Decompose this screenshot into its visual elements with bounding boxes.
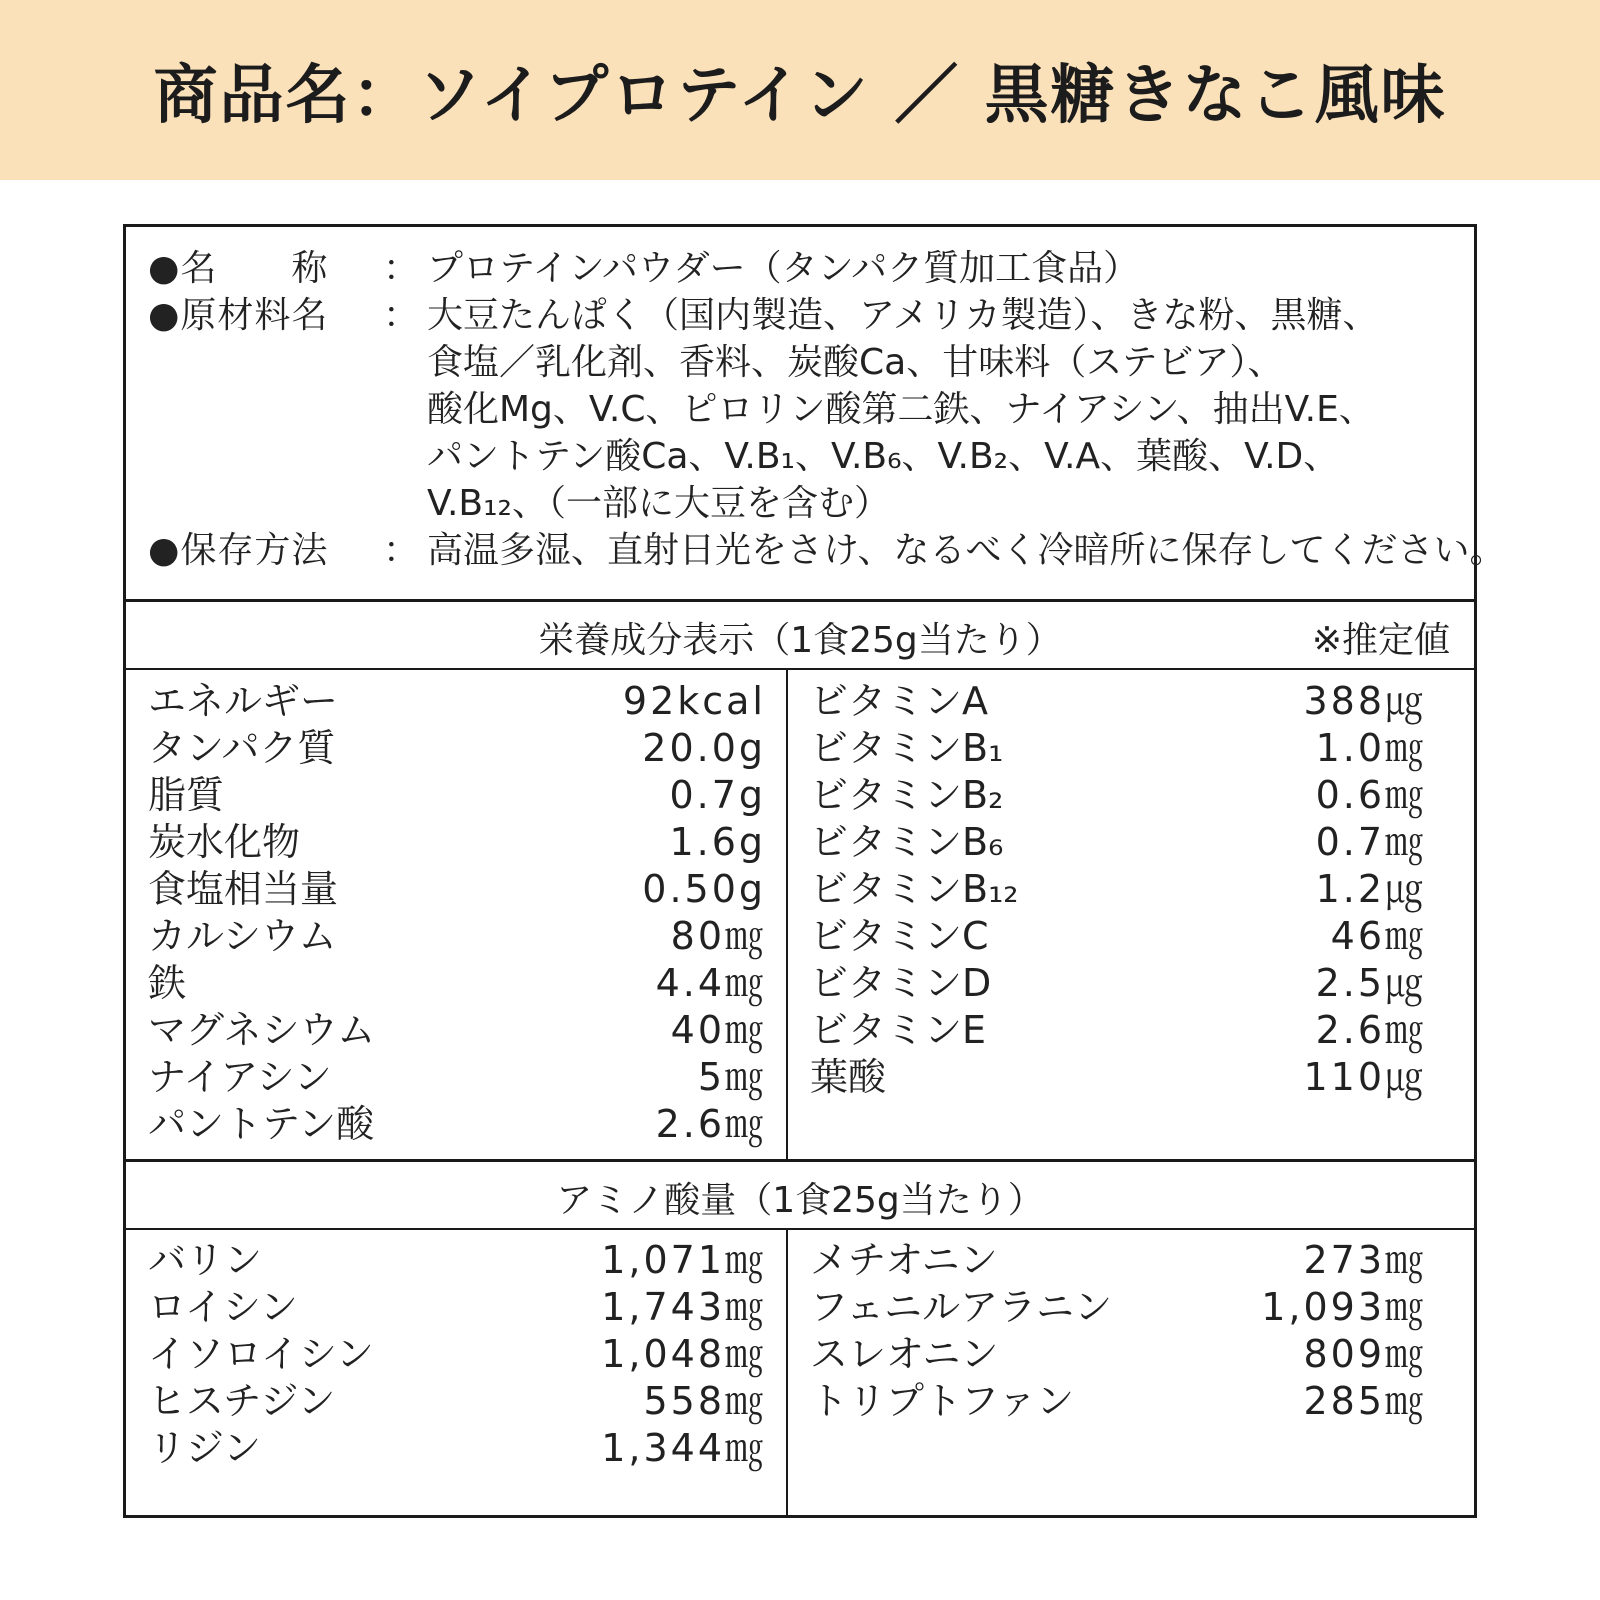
estimate-note: ※推定値 <box>1311 620 1450 661</box>
nutrient-name: リジン <box>148 1426 262 1470</box>
nutrition-row <box>810 913 1426 960</box>
nutrient-amount: 40㎎ <box>670 1008 766 1052</box>
info-line: プロテインパウダー（タンパク質加工食品） <box>427 248 1140 289</box>
nutrient-amount: 2.6㎎ <box>1315 1008 1426 1052</box>
nutrient-name: ナイアシン <box>148 1055 332 1099</box>
nutrient-name: 炭水化物 <box>148 820 301 864</box>
nutrient-amount: 0.7㎎ <box>1315 820 1426 864</box>
nutrient-amount: 1,743㎎ <box>601 1285 766 1329</box>
nutrient-name: カルシウム <box>148 914 337 958</box>
amino-header <box>126 1162 1474 1228</box>
nutrient-amount: 0.6㎎ <box>1315 773 1426 817</box>
amino-row <box>148 1284 766 1331</box>
nutrient-amount: 0.50g <box>642 867 766 911</box>
info-value <box>427 245 1464 292</box>
nutrient-name: 脂質 <box>148 773 225 817</box>
nutrient-name: ビタミンD <box>810 961 992 1005</box>
nutrition-header <box>126 602 1474 668</box>
nutrient-amount: 1.6g <box>669 820 766 864</box>
nutrition-row <box>148 725 766 772</box>
divider <box>126 668 1474 670</box>
nutrition-row <box>810 772 1426 819</box>
nutrition-row <box>148 819 766 866</box>
nutrient-name: 食塩相当量 <box>148 867 339 911</box>
nutrient-amount: 0.7g <box>669 773 766 817</box>
info-colon: ： <box>383 248 420 289</box>
amino-row <box>148 1331 766 1378</box>
column-divider <box>786 1230 788 1515</box>
nutrition-row <box>810 725 1426 772</box>
nutrient-amount: 20.0g <box>642 726 766 770</box>
amino-row <box>148 1378 766 1425</box>
nutrient-amount: 2.5㎍ <box>1315 961 1426 1005</box>
amino-row <box>148 1237 766 1284</box>
info-line: 酸化Mg、V.C、ピロリン酸第二鉄、ナイアシン、抽出V.E、 <box>427 389 1375 430</box>
amino-row <box>810 1237 1426 1284</box>
info-line: 高温多湿、直射日光をさけ、なるべく冷暗所に保存してください。 <box>427 530 1506 571</box>
nutrition-row <box>810 960 1426 1007</box>
nutrient-name: 鉄 <box>148 961 187 1005</box>
amino-title: アミノ酸量（1食25g当たり） <box>556 1180 1044 1221</box>
nutrient-name: メチオニン <box>810 1238 998 1282</box>
info-value <box>427 292 1464 527</box>
nutrient-name: パントテン酸 <box>148 1102 375 1146</box>
nutrition-left-column <box>148 678 766 1148</box>
nutrient-name: ロイシン <box>148 1285 298 1329</box>
info-colon: ： <box>383 295 420 336</box>
nutrient-amount: 809㎎ <box>1303 1332 1426 1376</box>
nutrient-amount: 110㎍ <box>1303 1055 1426 1099</box>
info-line: V.B₁₂、（一部に大豆を含む） <box>427 483 890 524</box>
nutrition-row <box>148 772 766 819</box>
amino-row <box>810 1284 1426 1331</box>
info-value <box>427 527 1506 574</box>
amino-row <box>810 1331 1426 1378</box>
nutrition-row <box>148 1101 766 1148</box>
nutrition-right-column <box>810 678 1426 1101</box>
nutrient-amount: 558㎎ <box>643 1379 766 1423</box>
amino-left-column <box>148 1237 766 1472</box>
nutrition-row <box>148 913 766 960</box>
nutrient-name: タンパク質 <box>148 726 336 770</box>
nutrition-row <box>148 866 766 913</box>
nutrient-name: マグネシウム <box>148 1008 376 1052</box>
title-banner <box>0 0 1600 180</box>
nutrition-row <box>810 819 1426 866</box>
nutrient-amount: 1,344㎎ <box>601 1426 766 1470</box>
nutrient-amount: 1,093㎎ <box>1261 1285 1426 1329</box>
nutrient-amount: 1.0㎎ <box>1315 726 1426 770</box>
nutrient-amount: 5㎎ <box>697 1055 766 1099</box>
nutrient-name: ビタミンA <box>810 679 988 723</box>
info-row-storage <box>148 527 1506 574</box>
nutrient-name: イソロイシン <box>148 1332 374 1376</box>
info-key: ●原材料名 <box>148 295 329 336</box>
nutrient-amount: 46㎎ <box>1330 914 1426 958</box>
nutrient-name: スレオニン <box>810 1332 999 1376</box>
nutrient-name: ビタミンB₆ <box>810 820 1004 864</box>
info-key: ●名 称 <box>148 248 329 289</box>
nutrient-name: ビタミンC <box>810 914 989 958</box>
column-divider <box>786 670 788 1159</box>
info-line: 食塩／乳化剤、香料、炭酸Ca、甘味料（ステビア）、 <box>427 342 1284 383</box>
info-row-name <box>148 245 1464 292</box>
nutrition-row <box>148 1054 766 1101</box>
info-row-ingredients <box>148 292 1464 527</box>
amino-right-column <box>810 1237 1426 1425</box>
label-table <box>123 224 1506 1518</box>
nutrient-amount: 80㎎ <box>670 914 766 958</box>
nutrient-amount: 1.2㎍ <box>1315 867 1426 911</box>
nutrition-row <box>148 678 766 725</box>
nutrient-amount: 1,048㎎ <box>601 1332 766 1376</box>
amino-row <box>148 1425 766 1472</box>
nutrition-title: 栄養成分表示（1食25g当たり） <box>538 620 1062 661</box>
nutrient-name: エネルギー <box>148 679 339 723</box>
nutrient-amount: 388㎍ <box>1303 679 1426 723</box>
nutrition-row <box>810 678 1426 725</box>
nutrition-row <box>810 866 1426 913</box>
nutrition-row <box>148 960 766 1007</box>
info-colon: ： <box>383 530 420 571</box>
nutrient-amount: 4.4㎎ <box>655 961 766 1005</box>
nutrition-row <box>810 1007 1426 1054</box>
nutrient-name: バリン <box>148 1238 263 1282</box>
nutrient-amount: 1,071㎎ <box>601 1238 766 1282</box>
nutrient-name: 葉酸 <box>810 1055 887 1099</box>
nutrient-amount: 92kcal <box>622 679 766 723</box>
info-key: ●保存方法 <box>148 530 329 571</box>
nutrient-name: ビタミンB₁₂ <box>810 867 1019 911</box>
nutrition-row <box>148 1007 766 1054</box>
product-info <box>148 245 1506 574</box>
nutrient-name: ビタミンE <box>810 1008 987 1052</box>
nutrient-amount: 285㎎ <box>1303 1379 1426 1423</box>
nutrient-name: トリプトファン <box>810 1379 1075 1423</box>
nutrient-name: ビタミンB₁ <box>810 726 1004 770</box>
divider <box>126 1228 1474 1230</box>
nutrient-name: フェニルアラニン <box>810 1285 1113 1329</box>
nutrient-amount: 2.6㎎ <box>655 1102 766 1146</box>
nutrient-name: ヒスチジン <box>148 1379 336 1423</box>
product-title: 商品名：ソイプロテイン ／ 黒糖きなこ風味 <box>153 59 1447 133</box>
info-line: パントテン酸Ca、V.B₁、V.B₆、V.B₂、V.A、葉酸、V.D、 <box>427 436 1340 477</box>
info-line: 大豆たんぱく（国内製造、アメリカ製造）、きな粉、黒糖、 <box>427 295 1379 336</box>
amino-row <box>810 1378 1426 1425</box>
nutrient-name: ビタミンB₂ <box>810 773 1004 817</box>
nutrient-amount: 273㎎ <box>1303 1238 1426 1282</box>
nutrition-row <box>810 1054 1426 1101</box>
